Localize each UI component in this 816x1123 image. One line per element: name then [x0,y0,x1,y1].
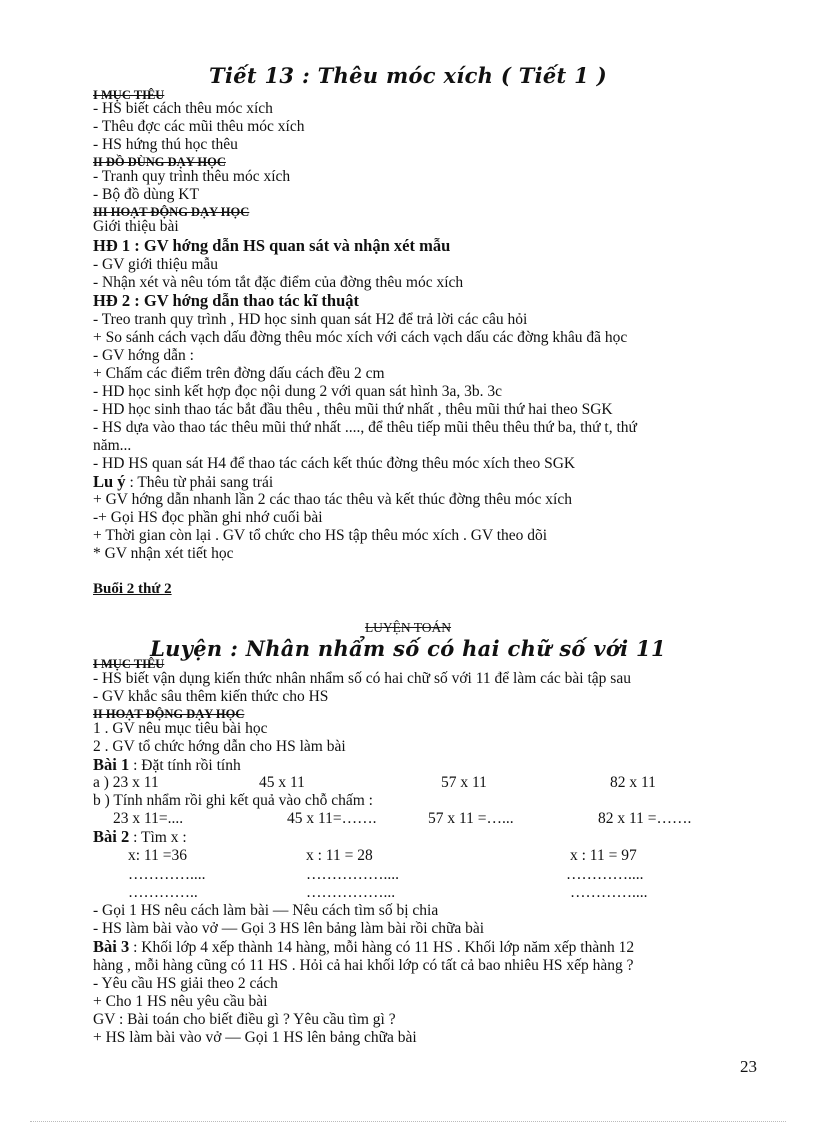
note-line [93,473,273,492]
exercise-1a-item: 45 x 11 [259,774,305,791]
page-number: 23 [740,1057,757,1076]
exercise-2-equation: x: 11 =36 [128,847,187,864]
exercise-3 [93,938,634,957]
exercise-1a-item: 57 x 11 [441,774,487,791]
end-line: * GV nhận xét tiết học [93,545,234,562]
activity-line: - GV hớng dẫn : [93,347,194,364]
exercise-2-text: : Tìm x : [129,829,187,846]
section-materials: II ĐỒ DÙNG DẠY HỌC [93,155,226,169]
end-line: + Thời gian còn lại . GV tổ chức cho HS tập thêu móc xích . GV theo dõi [93,527,548,544]
exercise-1 [93,756,241,775]
answer-dots: ………….. [128,884,198,901]
lesson1-title: Tiết 13 : Thêu móc xích ( Tiết 1 ) [209,63,607,88]
exercise-2-line: - Gọi 1 HS nêu cách làm bài — Nêu cách tìm số bị chia [93,902,439,919]
section-activities: III HOẠT ĐỘNG DẠY HỌC [93,205,250,219]
intro-line: Giới thiệu bài [93,218,179,235]
activity-line: - HD học sinh kết hợp đọc nội dung 2 với quan sát hình 3a, 3b. 3c [93,383,503,400]
exercise-1b-item: 45 x 11=……. [287,810,377,827]
footer-divider [30,1121,786,1122]
exercise-3-line: GV : Bài toán cho biết điều gì ? Yêu cầu tìm gì ? [93,1011,396,1028]
exercise-1-text: : Đặt tính rồi tính [129,757,241,774]
goal-line: - Thêu đợc các mũi thêu móc xích [93,118,305,135]
note-label: Lu ý [93,472,126,491]
step-line: 1 . GV nêu mục tiêu bài học [93,720,268,737]
exercise-2-line: - HS làm bài vào vở — Gọi 3 HS lên bảng làm bài rồi chữa bài [93,920,485,937]
activity-line: năm... [93,437,132,454]
activity-line: - Treo tranh quy trình , HD học sinh quan sát H2 để trả lời các câu hỏi [93,311,528,328]
material-line: - Tranh quy trình thêu móc xích [93,168,291,185]
exercise-3-text: : Khối lớp 4 xếp thành 14 hàng, mỗi hàng có 11 HS . Khối lớp năm xếp thành 12 [129,939,635,956]
lesson2-subject: LUYỆN TOÁN [364,620,452,635]
exercise-2-label: Bài 2 [93,827,130,846]
exercise-1b-item: 57 x 11 =…... [428,810,514,827]
exercise-3-label: Bài 3 [93,937,130,956]
activity-line: - GV giới thiệu mẫu [93,256,219,273]
answer-dots: …………….... [306,866,399,883]
answer-dots: ………….... [570,884,648,901]
goal-line: - HS biết vận dụng kiến thức nhân nhẩm số có hai chữ số với 11 để làm các bài tập sau [93,670,631,687]
answer-dots: ………….... [128,866,206,883]
exercise-2 [93,828,187,847]
goal-line: - HS biết cách thêu móc xích [93,100,273,117]
section-objectives: I MỤC TIÊU [93,88,165,102]
activity-line: - HD HS quan sát H4 để thao tác cách kết thúc đờng thêu móc xích theo SGK [93,455,576,472]
goal-line: - GV khắc sâu thêm kiến thức cho HS [93,688,329,705]
section-objectives: I MỤC TIÊU [93,657,165,671]
activity-2-heading: HĐ 2 : GV hớng dẫn thao tác kĩ thuật [93,291,360,310]
goal-line: - HS hứng thú học thêu [93,136,238,153]
end-line: -+ Gọi HS đọc phần ghi nhớ cuối bài [93,509,323,526]
material-line: - Bộ đồ dùng KT [93,186,199,203]
answer-dots: ………….... [566,866,644,883]
activity-line: - Nhận xét và nêu tóm tắt đặc điểm của đờng thêu móc xích [93,274,464,291]
exercise-3-line: + HS làm bài vào vở — Gọi 1 HS lên bảng chữa bài [93,1029,417,1046]
activity-line: - HD học sinh thao tác bắt đầu thêu , thêu mũi thứ nhất , thêu mũi thứ hai theo SGK [93,401,613,418]
activity-line: - HS dựa vào thao tác thêu mũi thứ nhất ...., để thêu tiếp mũi thêu thêu thứ ba, thứ t, thứ [93,419,637,436]
step-line: 2 . GV tổ chức hớng dẫn cho HS làm bài [93,738,346,755]
exercise-3-line: + Cho 1 HS nêu yêu cầu bài [93,993,268,1010]
exercise-1a-item: 82 x 11 [610,774,656,791]
exercise-1b-item: 82 x 11 =……. [598,810,692,827]
exercise-1-label: Bài 1 [93,755,130,774]
exercise-3-continued: hàng , mỗi hàng cũng có 11 HS . Hỏi cả hai khối lớp có tất cả bao nhiêu HS xếp hàng ? [93,957,634,974]
answer-dots: ……………... [306,884,396,901]
activity-line: + Chấm các điểm trên đờng dấu cách đều 2 cm [93,365,385,382]
note-text: : Thêu từ phải sang trái [125,474,274,491]
exercise-2-equation: x : 11 = 28 [306,847,373,864]
exercise-1b-item: 23 x 11=.... [113,810,184,827]
activity-line: + So sánh cách vạch dấu đờng thêu móc xích với cách vạch dấu các đờng khâu đã học [93,329,628,346]
exercise-3-line: - Yêu cầu HS giải theo 2 cách [93,975,278,992]
end-line: + GV hớng dẫn nhanh lần 2 các thao tác thêu và kết thúc đờng thêu móc xích [93,491,572,508]
exercise-1b-label: b ) Tính nhẩm rồi ghi kết quả vào chỗ chấm : [93,792,373,809]
lesson2-title: Luyện : Nhân nhẩm số có hai chữ số với 11 [150,636,666,661]
exercise-1a-label: a ) 23 x 11 [93,774,159,791]
section-activities: II HOẠT ĐỘNG DẠY HỌC [93,707,245,721]
exercise-2-equation: x : 11 = 97 [570,847,637,864]
session-heading: Buổi 2 thứ 2 [93,581,172,597]
activity-1-heading: HĐ 1 : GV hớng dẫn HS quan sát và nhận xét mẫu [93,236,451,255]
